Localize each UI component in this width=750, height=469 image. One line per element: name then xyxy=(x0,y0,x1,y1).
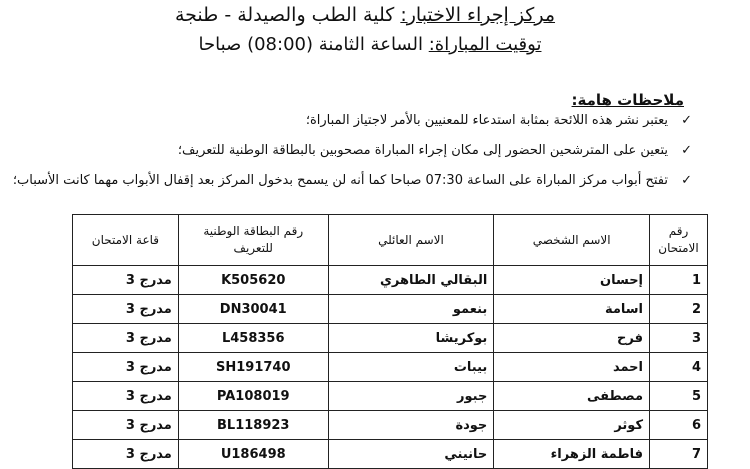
header-exam-hall: قاعة الامتحان xyxy=(73,215,179,266)
cell-first-name: اسامة xyxy=(494,295,650,324)
cell-national-id: BL118923 xyxy=(178,411,328,440)
cell-exam-hall: مدرج 3 xyxy=(73,353,179,382)
cell-exam-hall: مدرج 3 xyxy=(73,324,179,353)
exam-time-line xyxy=(180,32,560,58)
cell-exam-number: 5 xyxy=(650,382,708,411)
cell-national-id: PA108019 xyxy=(178,382,328,411)
table-row xyxy=(73,411,708,440)
header-first-name: الاسم الشخصي xyxy=(494,215,650,266)
exam-center-value: كلية الطب والصيدلة - طنجة xyxy=(174,4,395,26)
note-item xyxy=(2,172,692,202)
cell-national-id: K505620 xyxy=(178,266,328,295)
cell-national-id: SH191740 xyxy=(178,353,328,382)
checkmark-icon: ✓ xyxy=(681,173,692,188)
note-item xyxy=(2,112,692,142)
header-national-id: رقم البطاقة الوطنية للتعريف xyxy=(178,215,328,266)
note-item xyxy=(2,142,692,172)
table-row xyxy=(73,382,708,411)
table-row xyxy=(73,266,708,295)
cell-first-name: احمد xyxy=(494,353,650,382)
checkmark-icon: ✓ xyxy=(681,113,692,128)
cell-exam-hall: مدرج 3 xyxy=(73,295,179,324)
table-row xyxy=(73,353,708,382)
checkmark-icon: ✓ xyxy=(681,143,692,158)
cell-exam-hall: مدرج 3 xyxy=(73,440,179,469)
cell-last-name: البقالي الطاهري xyxy=(328,266,494,295)
cell-national-id: U186498 xyxy=(178,440,328,469)
cell-first-name: مصطفى xyxy=(494,382,650,411)
notes-list xyxy=(2,112,692,202)
table-row xyxy=(73,324,708,353)
cell-exam-hall: مدرج 3 xyxy=(73,411,179,440)
cell-last-name: جبور xyxy=(328,382,494,411)
header-last-name: الاسم العائلي xyxy=(328,215,494,266)
cell-first-name: فرح xyxy=(494,324,650,353)
candidates-table xyxy=(72,214,708,469)
cell-exam-number: 3 xyxy=(650,324,708,353)
cell-exam-number: 7 xyxy=(650,440,708,469)
table-row xyxy=(73,295,708,324)
cell-first-name: كوثر xyxy=(494,411,650,440)
table-header-row xyxy=(73,215,708,266)
cell-exam-number: 6 xyxy=(650,411,708,440)
cell-exam-number: 2 xyxy=(650,295,708,324)
cell-last-name: بيبات xyxy=(328,353,494,382)
cell-exam-hall: مدرج 3 xyxy=(73,382,179,411)
cell-exam-hall: مدرج 3 xyxy=(73,266,179,295)
notes-heading: ملاحظات هامة: xyxy=(571,91,684,109)
exam-time-value: الساعة الثامنة (08:00) صباحا xyxy=(198,34,423,55)
cell-first-name: إحسان xyxy=(494,266,650,295)
note-text: يتعين على المترشحين الحضور إلى مكان إجراء المباراة مصحوبين بالبطاقة الوطنية للتعريف؛ xyxy=(177,143,668,158)
cell-last-name: جودة xyxy=(328,411,494,440)
header-exam-number: رقم الامتحان xyxy=(650,215,708,266)
table-row xyxy=(73,440,708,469)
cell-last-name: حانيني xyxy=(328,440,494,469)
cell-national-id: L458356 xyxy=(178,324,328,353)
cell-last-name: بوكريشا xyxy=(328,324,494,353)
note-text: يعتبر نشر هذه اللائحة بمثابة استدعاء للمعنيين بالأمر لاجتياز المباراة؛ xyxy=(305,113,668,128)
exam-center-label: مركز إجراء الاختبار: xyxy=(400,4,556,26)
cell-last-name: بنعمو xyxy=(328,295,494,324)
exam-center-title xyxy=(150,2,580,28)
cell-exam-number: 4 xyxy=(650,353,708,382)
cell-first-name: فاطمة الزهراء xyxy=(494,440,650,469)
cell-national-id: DN30041 xyxy=(178,295,328,324)
cell-exam-number: 1 xyxy=(650,266,708,295)
note-text: تفتح أبواب مركز المباراة على الساعة 07:30 صباحا كما أنه لن يسمح بدخول المركز بعد إقفال الأبواب مهما كانت الأسباب؛ xyxy=(12,173,668,188)
exam-time-label: توقيت المباراة: xyxy=(428,34,542,55)
